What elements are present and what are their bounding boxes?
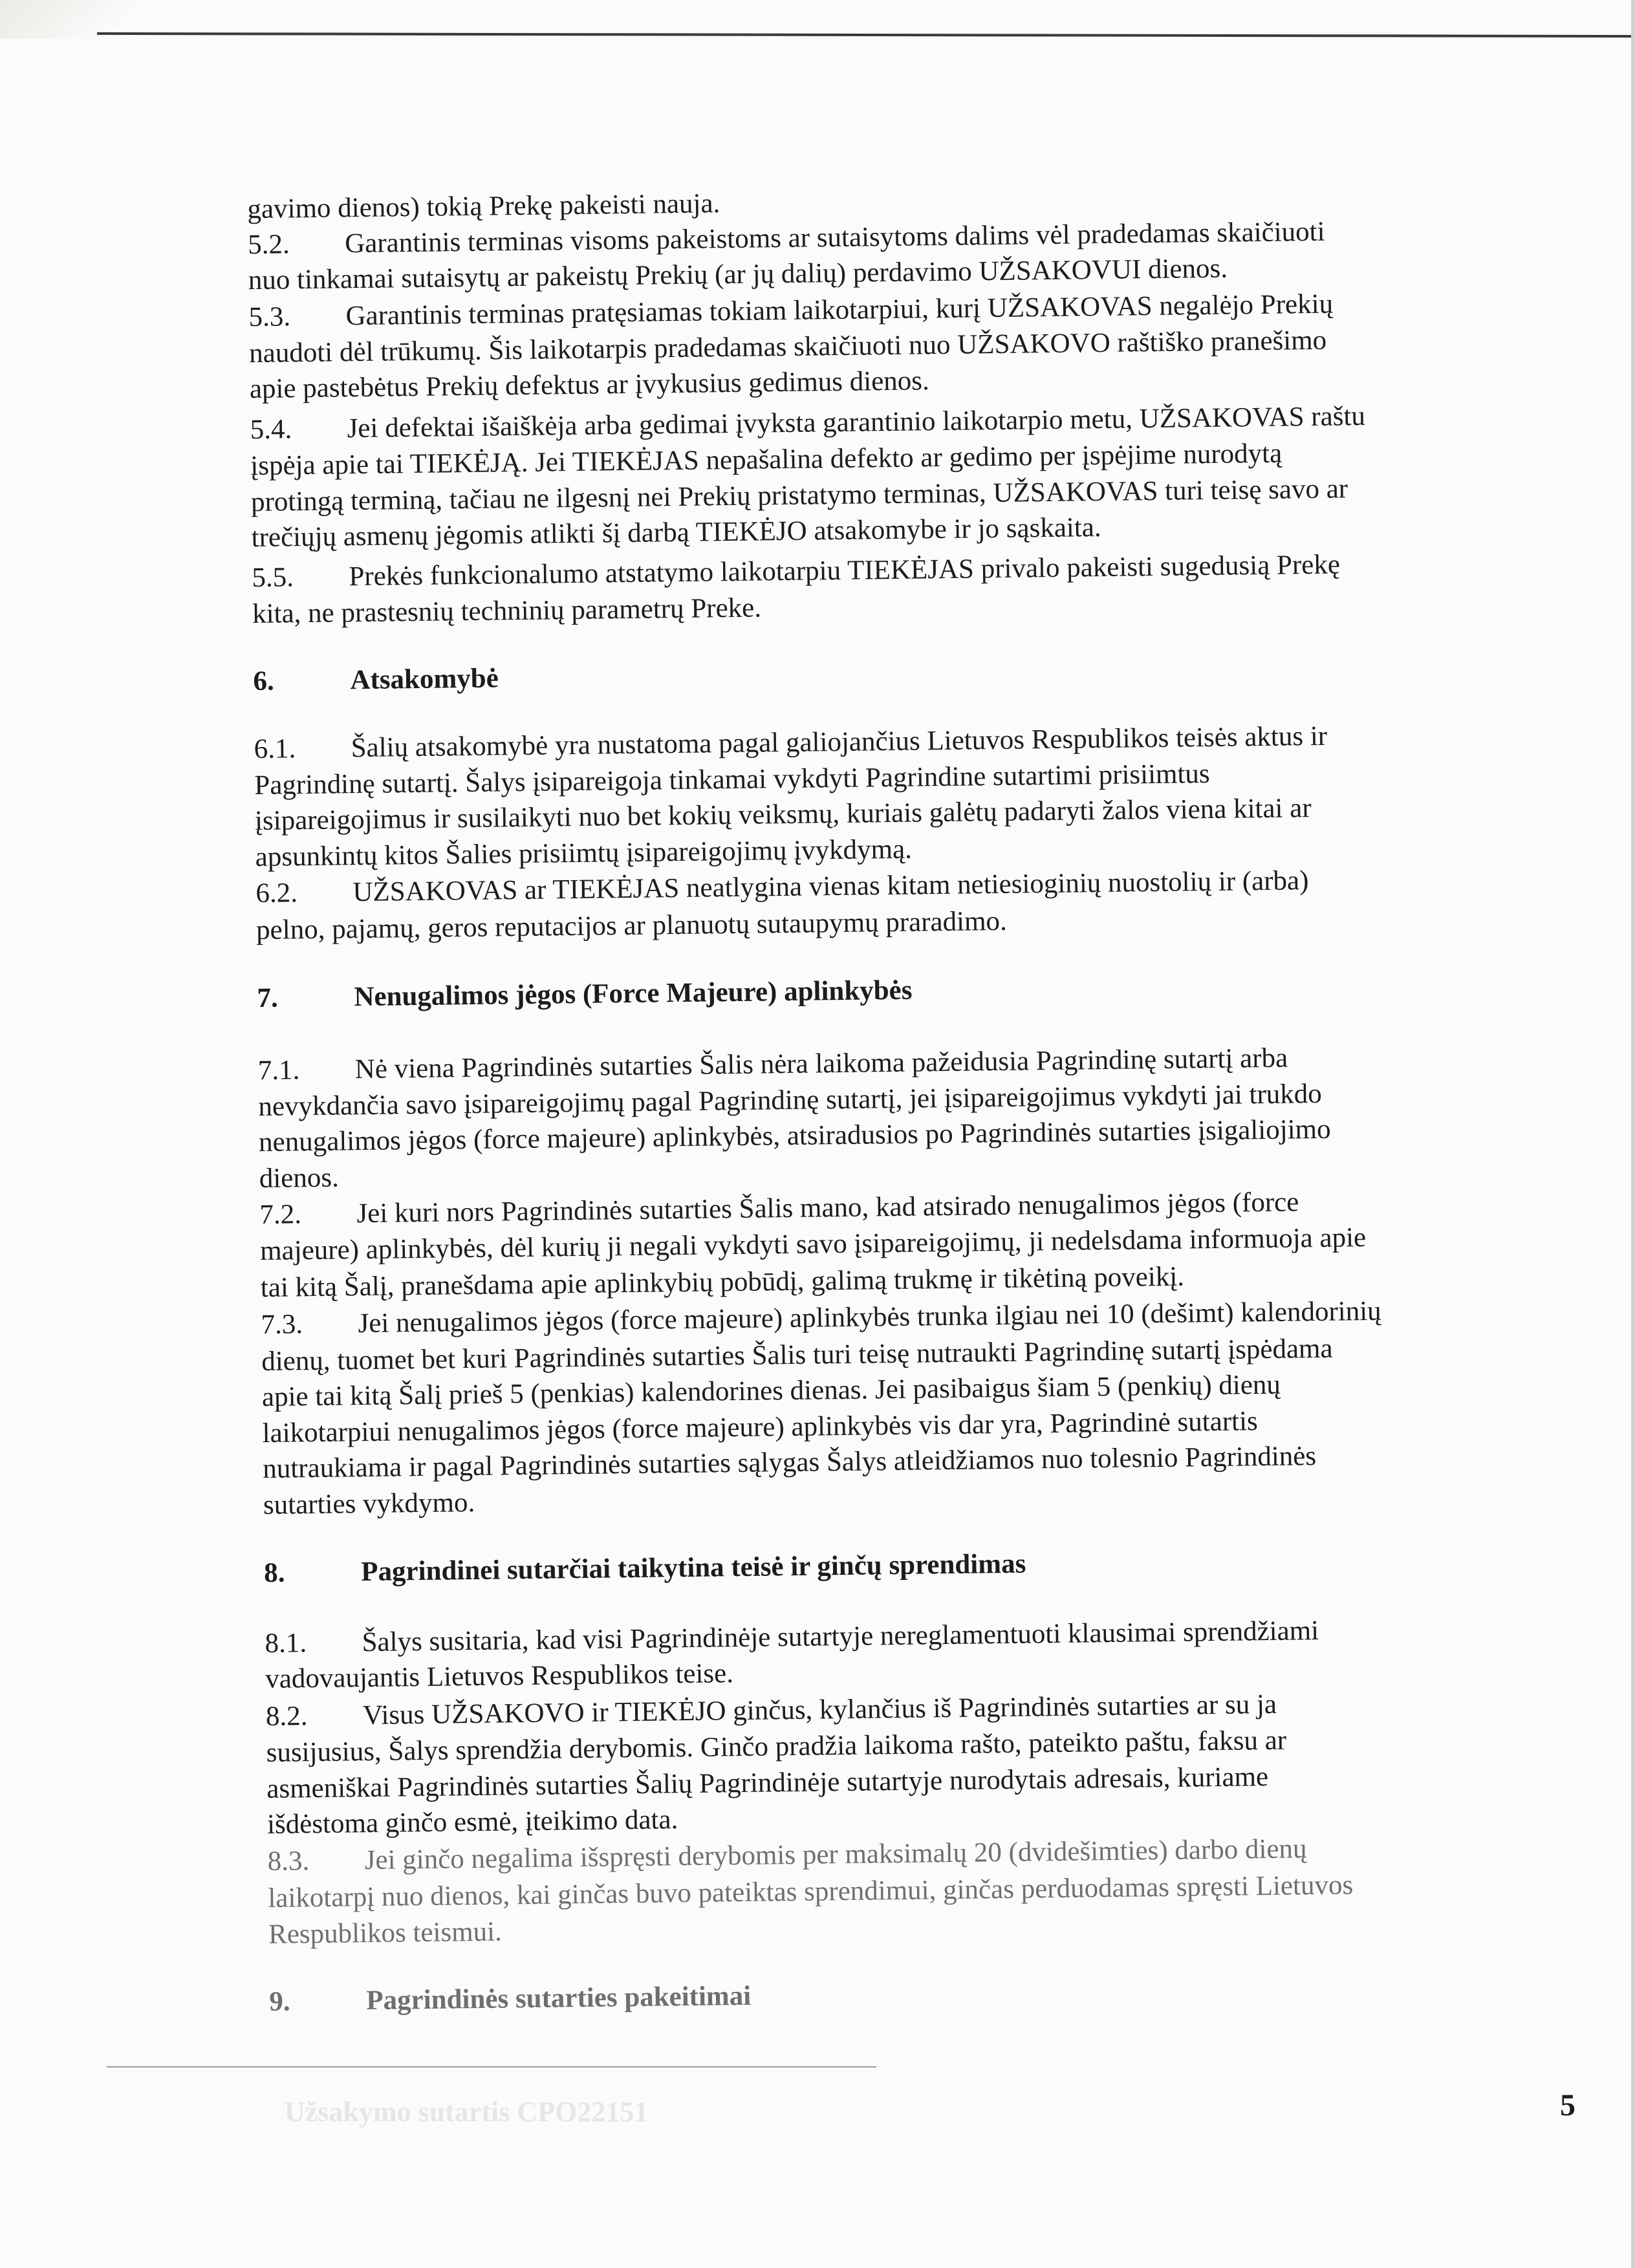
clause-text: Prekės funkcionalumo atstatymo laikotarpiu TIEKĖJAS privalo pakeisti sugedusią Prekę [349, 549, 1341, 592]
text-line: nenugalimos jėgos (force majeure) aplinkybės, atsiradusios po Pagrindinės sutarties įsigaliojimo [258, 1114, 1331, 1158]
text-line: sutarties vykdymo. [263, 1487, 475, 1520]
clause-number: 8.3. [267, 1846, 310, 1877]
text-line: įsipareigojimus ir susilaikyti nuo bet kokių veiksmų, kuriais galėtų padaryti žalos viena kitai ar [254, 793, 1312, 837]
text-line: Respublikos teismui. [268, 1916, 503, 1950]
page-number: 5 [1560, 2088, 1575, 2122]
clause-number: 7.2. [259, 1199, 302, 1230]
text-line: susijusius, Šalys sprendžia derybomis. Ginčo pradžia laikoma rašto, pateikto paštu, faksu ar [266, 1725, 1287, 1768]
clause-text: Šalys susitaria, kad visi Pagrindinėje sutartyje nereglamentuoti klausimai sprendžiami [362, 1615, 1319, 1658]
section-title: Pagrindinei sutarčiai taikytina teisė ir ginčų sprendimas [360, 1548, 1026, 1588]
section-title: Nenugalimos jėgos (Force Majeure) aplinkybės [354, 975, 913, 1013]
clause-start-line [265, 1613, 1319, 1662]
text-line: laikotarpiui nenugalimos jėgos (force majeure) aplinkybės vis dar yra, Pagrindinė sutartis [262, 1406, 1259, 1449]
section-heading [264, 1546, 1026, 1592]
section-heading [257, 973, 913, 1017]
clause-number: 7.3. [261, 1309, 303, 1340]
clause-text: Garantinis terminas pratęsiamas tokiam laikotarpiui, kurį UŽSAKOVAS negalėjo Prekių [345, 288, 1334, 332]
clause-text: Jei ginčo negalima išspręsti derybomis per maksimalų 20 (dvidešimties) darbo dienų [364, 1833, 1307, 1876]
section-heading [269, 1978, 751, 2020]
clause-text: UŽSAKOVAS ar TIEKĖJAS neatlygina vienas kitam netiesioginių nuostolių ir (arba) [352, 865, 1309, 908]
text-line: apsunkintų kitos Šalies prisiimtų įsipareigojimų įvykdymą. [255, 834, 913, 873]
text-line: apie pastebėtus Prekių defektus ar įvykusius gedimus dienos. [249, 365, 930, 405]
text-line: išdėstoma ginčo esmė, įteikimo data. [266, 1804, 678, 1840]
clause-text: Visus UŽSAKOVO ir TIEKĖJO ginčus, kylančius iš Pagrindinės sutarties ar su ja [362, 1689, 1277, 1731]
text-line: įspėja apie tai TIEKĖJĄ. Jei TIEKĖJAS nepašalina defekto ar gedimo per įspėjime nurodytą [250, 438, 1283, 482]
text-line: nevykdančia savo įsipareigojimų pagal Pagrindinę sutartį, jei įsipareigojimus vykdyti jai trukdo [258, 1078, 1323, 1122]
text-line: pelno, pajamų, geros reputacijos ar planuotų sutaupymų praradimo. [255, 905, 1008, 946]
clause-number: 6.2. [255, 878, 298, 909]
text-line: naudoti dėl trūkumų. Šis laikotarpis pradedamas skaičiuoti nuo UŽSAKOVO raštiško pranešimo [248, 325, 1327, 369]
text-line: tai kitą Šalį, pranešdama apie aplinkybių pobūdį, galimą trukmę ir tikėtiną poveikį. [260, 1261, 1185, 1303]
text-line: dienos. [259, 1162, 340, 1194]
text-line: asmeniškai Pagrindinės sutarties Šalių Pagrindinėje sutartyje nurodytais adresais, kuriame [266, 1761, 1269, 1804]
clause-number: 5.5. [252, 562, 294, 594]
clause-number: 8.1. [265, 1628, 307, 1659]
text-line: majeure) aplinkybės, dėl kurių ji negali vykdyti savo įsipareigojimų, ji nedelsdama informuoja apie [259, 1222, 1367, 1266]
text-line: dienų, tuomet bet kuri Pagrindinės sutarties Šalis turi teisę nutraukti Pagrindinę sutartį įspėdama [261, 1333, 1333, 1377]
clause-text: Šalių atsakomybė yra nustatoma pagal galiojančius Lietuvos Respublikos teisės aktus ir [351, 720, 1328, 764]
clause-text: Jei kuri nors Pagrindinės sutarties Šalis mano, kad atsirado nenugalimos jėgos (force [356, 1187, 1299, 1229]
clause-number: 8.2. [265, 1701, 308, 1732]
section-number: 8. [263, 1557, 285, 1588]
text-line: vadovaujantis Lietuvos Respublikos teise. [265, 1658, 734, 1694]
section-title: Atsakomybė [350, 663, 499, 696]
text-line: nutraukiama ir pagal Pagrindinės sutarties sąlygas Šalys atleidžiamos nuo tolesnio Pagrindinės [263, 1441, 1317, 1484]
clause-text: Garantinis terminas visoms pakeistoms ar sutaisytoms dalims vėl pradedamas skaičiuoti [344, 216, 1325, 259]
text-line: laikotarpį nuo dienos, kai ginčas buvo pateiktas sprendimui, ginčas perduodamas spręsti Lietuvos [268, 1870, 1354, 1914]
text-line: kita, ne prastesnių techninių parametrų Preke. [252, 592, 762, 630]
clause-number: 7.1. [257, 1055, 300, 1086]
clause-start-line [252, 547, 1340, 597]
section-number: 7. [257, 982, 278, 1014]
clause-number: 5.3. [248, 301, 291, 333]
clause-number: 5.4. [250, 414, 292, 446]
text-line: apie tai kitą Šalį prieš 5 (penkias) kalendorines dienas. Jei pasibaigus šiam 5 (penkių) dienų [261, 1369, 1281, 1412]
clause-text: Jei nenugalimos jėgos (force majeure) aplinkybės trunka ilgiau nei 10 (dešimt) kalendorinių [358, 1295, 1381, 1339]
section-heading [253, 660, 499, 700]
text-line: Pagrindinę sutartį. Šalys įsipareigoja tinkamai vykdyti Pagrindine sutartimi prisiimtus [254, 758, 1210, 801]
footer-ghost-text: Užsakymo sutartis CPO22151 [285, 2096, 649, 2128]
clause-number: 5.2. [247, 229, 290, 261]
text-line: trečiųjų asmenų jėgomis atlikti šį darbą TIEKĖJO atsakomybe ir jo sąskaita. [251, 512, 1101, 554]
section-number: 6. [253, 665, 274, 697]
clause-text: Nė viena Pagrindinės sutarties Šalis nėra laikoma pažeidusia Pagrindinę sutartį arba [354, 1042, 1288, 1085]
section-number: 9. [269, 1986, 290, 2017]
clause-number: 6.1. [254, 733, 296, 765]
text-line: protingą terminą, tačiau ne ilgesnį nei Prekių pristatymo terminas, UŽSAKOVAS turi teisę savo ar [250, 473, 1348, 518]
clause-text: Jei defektai išaiškėja arba gedimai įvyksta garantinio laikotarpio metu, UŽSAKOVAS raštu [347, 401, 1366, 444]
text-line: gavimo dienos) tokią Prekę pakeisti nauja. [247, 188, 720, 225]
text-line: nuo tinkamai sutaisytų ar pakeistų Prekių (ar jų dalių) perdavimo UŽSAKOVUI dienos. [248, 253, 1228, 296]
section-title: Pagrindinės sutarties pakeitimai [366, 1980, 752, 2016]
